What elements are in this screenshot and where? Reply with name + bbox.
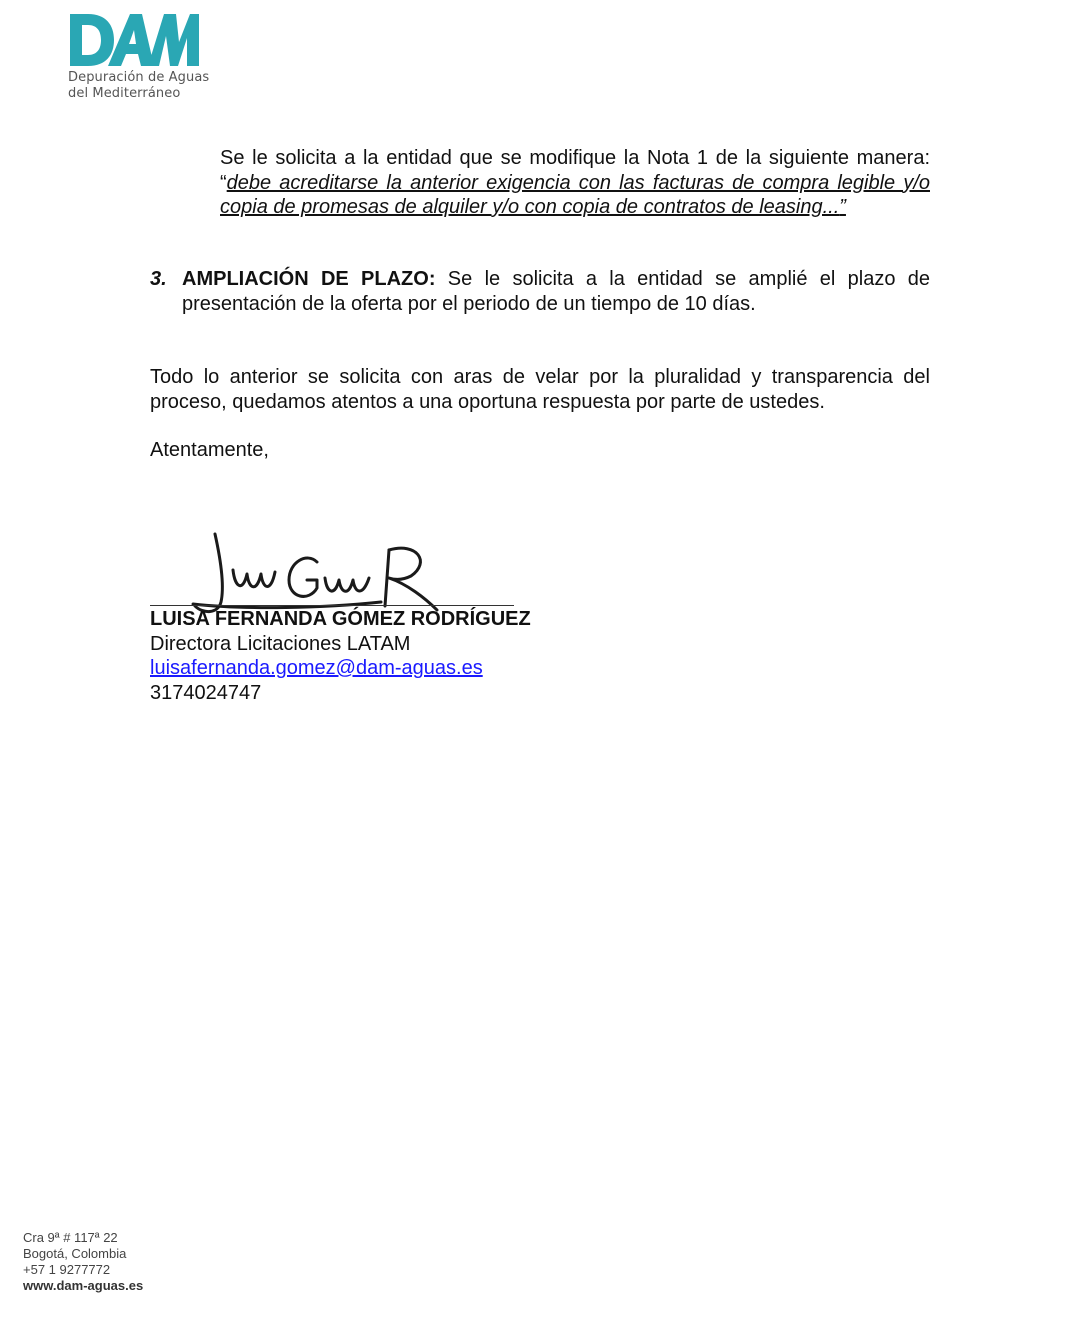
company-logo	[68, 12, 218, 102]
logo-subtitle-line1: Depuración de Aguas	[68, 70, 210, 85]
signer-email-link[interactable]: luisafernanda.gomez@dam-aguas.es	[150, 657, 483, 679]
signer-phone: 3174024747	[150, 681, 262, 704]
logo-subtitle	[68, 70, 218, 102]
item-body	[182, 267, 930, 316]
item-heading: AMPLIACIÓN DE PLAZO:	[182, 268, 436, 290]
logo-subtitle-line2: del Mediterráneo	[68, 86, 181, 101]
footer-city: Bogotá, Colombia	[23, 1246, 127, 1261]
nota-intro: Se le solicita a la entidad que se modifique la Nota 1 de la siguiente manera: “	[220, 147, 930, 194]
footer-contact	[23, 1230, 143, 1294]
signature-line	[150, 605, 514, 606]
nota-paragraph	[220, 146, 930, 220]
greeting: Atentamente,	[150, 439, 269, 461]
item-ampliacion-de-plazo	[150, 267, 930, 316]
footer-website: www.dam-aguas.es	[23, 1278, 144, 1293]
nota-quote: debe acreditarse la anterior exigencia con las facturas de compra legible y/o copia de promesas de alquiler y/o con copia de contratos de leasing...	[220, 171, 930, 218]
signer-title: Directora Licitaciones LATAM	[150, 632, 411, 655]
handwritten-signature	[185, 522, 485, 618]
footer-phone: +57 1 9277772	[23, 1262, 111, 1277]
nota-quote-close: ”	[839, 196, 846, 218]
footer-address: Cra 9ª # 117ª 22	[23, 1230, 118, 1245]
signer-block	[150, 607, 531, 705]
closing-paragraph: Todo lo anterior se solicita con aras de velar por la pluralidad y transparencia del proceso, quedamos atentos a una oportuna respuesta por parte de ustedes.	[150, 366, 930, 413]
item-text: Se le solicita a la entidad se amplié el plazo de presentación de la oferta por el periodo de un tiempo de 10 días.	[182, 268, 930, 315]
dam-logo-mark	[68, 12, 200, 68]
item-number: 3.	[150, 268, 167, 290]
signer-name: LUISA FERNANDA GÓMEZ RODRÍGUEZ	[150, 608, 531, 630]
